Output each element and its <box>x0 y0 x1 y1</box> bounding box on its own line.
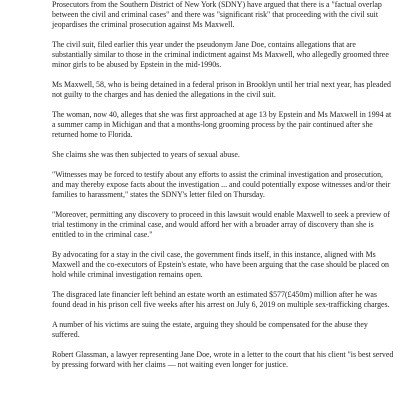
article-paragraph: The woman, now 40, alleges that she was first approached at age 13 by Epstein and Ms Maxwell in 1994 at a summer camp in Michigan and that a months-long grooming process by the pair continued after she returned home to Florida. <box>52 110 392 139</box>
article-paragraph: A number of his victims are suing the estate, arguing they should be compensated for the abuse they suffered. <box>52 320 368 339</box>
article-paragraph: The civil suit, filed earlier this year under the pseudonym Jane Doe, contains allegations that are substantially similar to those in the criminal indictment against Ms Maxwell, who allegedly groomed three minor girls to be abused by Epstein in the mid-1990s. <box>52 40 389 69</box>
article-paragraph: "Moreover, permitting any discovery to proceed in this lawsuit would enable Maxwell to seek a preview of trial testimony in the criminal case, and would afford her with a broader array of discovery than she is entitled to in the criminal case." <box>52 210 390 239</box>
article-paragraph: Robert Glassman, a lawyer representing Jane Doe, wrote in a letter to the court that his client "is best served by pressing forward with her claims — not waiting even longer for justice. <box>52 350 394 369</box>
article-body <box>52 0 396 380</box>
article-paragraph: "Witnesses may be forced to testify about any efforts to assist the criminal investigation and prosecution, and may thereby expose facts about the investigation ... and could potentially expose witnesses and/or their families to harassment," states the SDNY's letter filed on Thursday. <box>52 170 391 199</box>
article-paragraph: Ms Maxwell, 58, who is being detained in a federal prison in Brooklyn until her trial next year, has pleaded not guilty to the charges and has denied the allegations in the civil suit. <box>52 80 391 99</box>
article-paragraph: The disgraced late financier left behind an estate worth an estimated $577(£450m) million after he was found dead in his prison cell five weeks after his arrest on July 6, 2019 on multiple sex-trafficking charges. <box>52 290 390 309</box>
article-paragraph: By advocating for a stay in the civil case, the government finds itself, in this instance, aligned with Ms Maxwell and the co-executors of Epstein's estate, who have been arguing that the case should be placed on hold while criminal investigation remains open. <box>52 250 389 279</box>
article-paragraph: Prosecutors from the Southern District of New York (SDNY) have argued that there is a "factual overlap between the civil and criminal cases" and there was "significant risk" that proceeding with the civil suit jeopardises the criminal prosecution against Ms Maxwell. <box>52 0 382 29</box>
article-paragraph: She claims she was then subjected to years of sexual abuse. <box>52 150 240 159</box>
